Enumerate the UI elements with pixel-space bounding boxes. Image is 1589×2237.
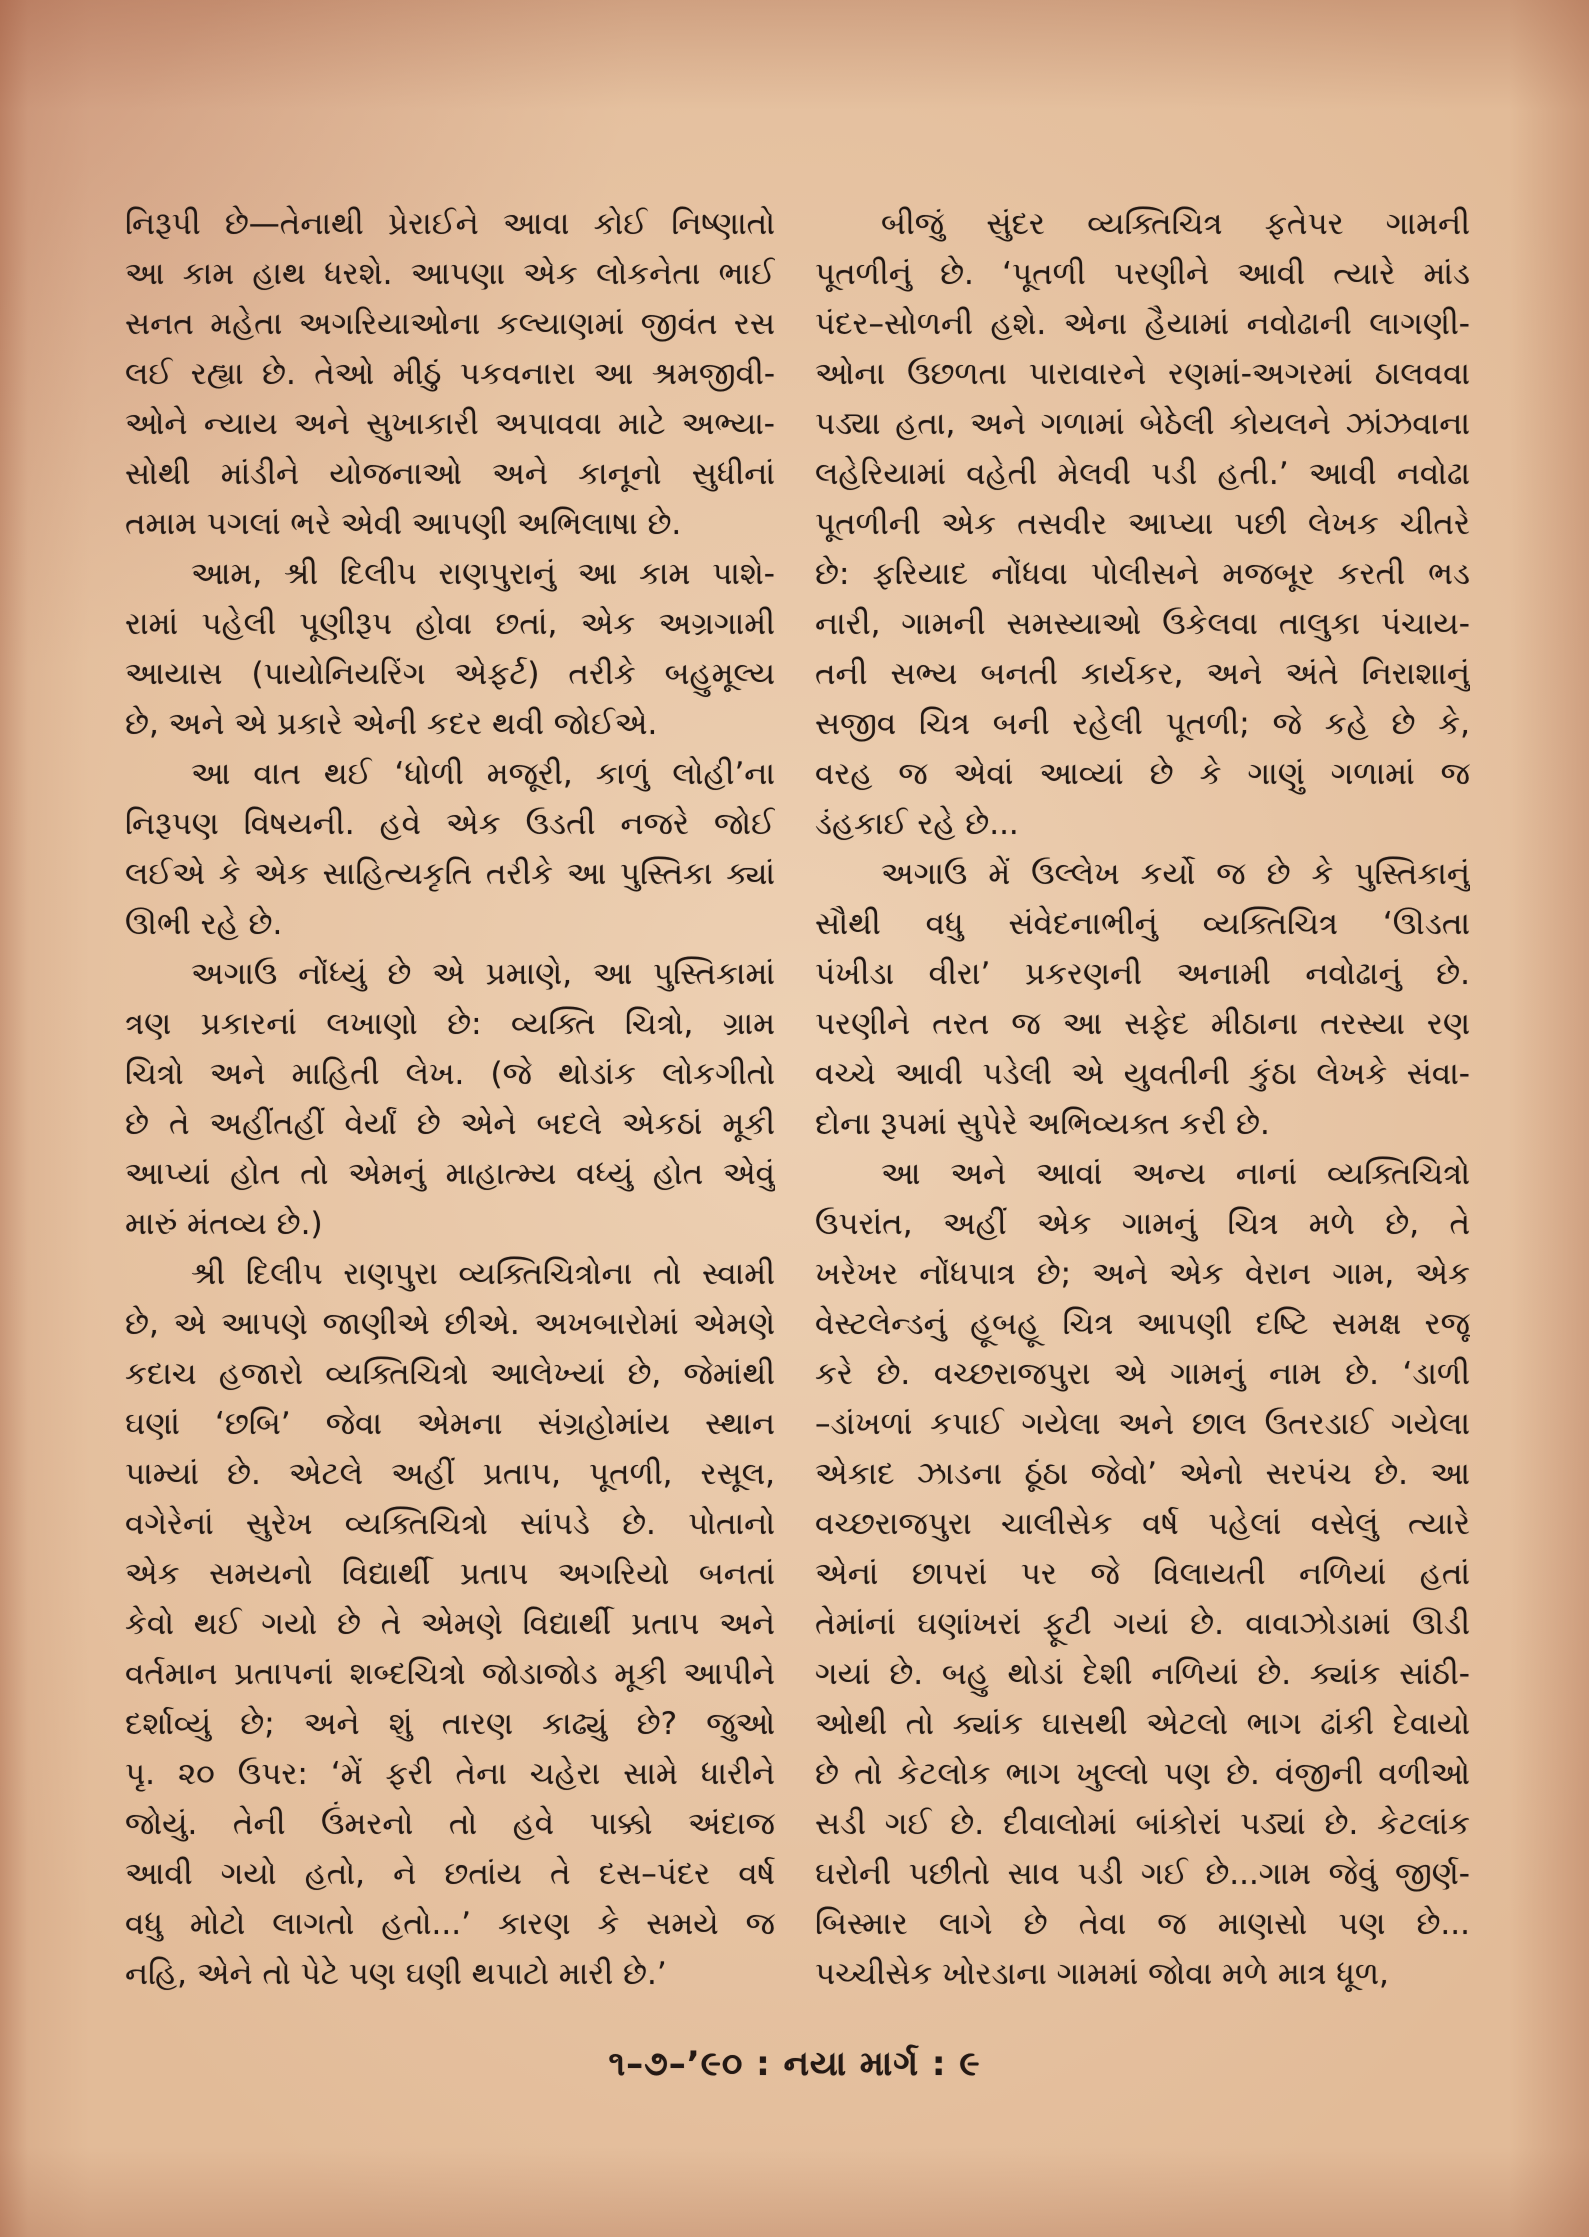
text-line: દોના રૂપમાં સુપેરે અભિવ્યક્ત કરી છે. <box>815 1106 1270 1142</box>
text-line: સોથી માંડીને યોજનાઓ અને કાનૂનો સુધીનાં <box>125 456 775 492</box>
text-line: નહિ, એને તો પેટે પણ ઘણી થપાટો મારી છે.’ <box>125 1956 667 1992</box>
text-line: આ કામ હાથ ધરશે. આપણા એક લોકનેતા ભાઈ <box>125 256 775 292</box>
text-line: એક સમયનો વિદ્યાર્થી પ્રતાપ અગરિયો બનતાં <box>125 1556 775 1592</box>
text-line: નારી, ગામની સમસ્યાઓ ઉકેલવા તાલુકા પંચાય- <box>815 606 1470 642</box>
text-line: સૌથી વધુ સંવેદનાભીનું વ્યક્તિચિત્ર ‘ઊડતા <box>815 906 1470 942</box>
text-line: વચ્ચે આવી પડેલી એ યુવતીની કુંઠા લેખકે સંવા- <box>815 1056 1470 1092</box>
text-line: સડી ગઈ છે. દીવાલોમાં બાંકોરાં પડ્યાં છે. કેટલાંક <box>815 1806 1470 1842</box>
text-line: લઈ રહ્યા છે. તેઓ મીઠું પકવનારા આ શ્રમજીવી- <box>125 356 775 392</box>
text-line: ડંહકાઈ રહે છે... <box>815 806 1019 842</box>
paragraph <box>815 849 1470 1149</box>
text-line: કેવો થઈ ગયો છે તે એમણે વિદ્યાર્થી પ્રતાપ અને <box>125 1606 775 1642</box>
text-line: શ્રી દિલીપ રાણપુરા વ્યક્તિચિત્રોના તો સ્વામી <box>191 1256 775 1292</box>
text-line: તની સભ્ય બનતી કાર્યકર, અને અંતે નિરાશાનું <box>815 656 1470 692</box>
text-line: જોયું. તેની ઉંમરનો તો હવે પાક્કો અંદાજ <box>125 1806 775 1842</box>
text-line: નિરૂપણ વિષયની. હવે એક ઉડતી નજરે જોઈ <box>125 806 775 842</box>
text-line: અગાઉ મેં ઉલ્લેખ કર્યો જ છે કે પુસ્તિકાનું <box>881 856 1470 892</box>
text-line: પૂતળીનું છે. ‘પૂતળી પરણીને આવી ત્યારે માંડ <box>815 256 1470 292</box>
text-line: વચ્છરાજપુરા ચાલીસેક વર્ષ પહેલાં વસેલું ત્યારે <box>815 1506 1470 1542</box>
text-line: પૂતળીની એક તસવીર આપ્યા પછી લેખક ચીતરે <box>815 506 1470 542</box>
text-line: વેસ્ટલેન્ડનું હૂબહૂ ચિત્ર આપણી દષ્ટિ સમક્ષ રજૂ <box>815 1306 1470 1342</box>
text-line: આયાસ (પાયોનિયરિંગ એફર્ટ) તરીકે બહુમૂલ્ય <box>125 656 775 692</box>
text-line: ઘણાં ‘છબિ’ જેવા એમના સંગ્રહોમાંય સ્થાન <box>125 1406 775 1442</box>
text-line: પામ્યાં છે. એટલે અહીં પ્રતાપ, પૂતળી, રસૂલ, <box>125 1456 775 1492</box>
text-line: રામાં પહેલી પૂણીરૂપ હોવા છતાં, એક અગ્રગામી <box>125 606 775 642</box>
text-line: બીજું સુંદર વ્યક્તિચિત્ર ફતેપર ગામની <box>881 206 1470 242</box>
page-footer: ૧–૭–’૯૦ : નયા માર્ગ : ૯ <box>608 2044 981 2084</box>
text-line: એકાદ ઝાડના ઠૂંઠા જેવો’ એનો સરપંચ છે. આ <box>815 1456 1470 1492</box>
text-line: ઘરોની પછીતો સાવ પડી ગઈ છે...ગામ જેવું જીર્ણ- <box>815 1856 1470 1892</box>
text-line: છે તે અહીંતહીં વેર્યાં છે એને બદલે એકઠાં મૂકી <box>125 1106 775 1142</box>
text-line: વગેરેનાં સુરેખ વ્યક્તિચિત્રો સાંપડે છે. પોતાનો <box>125 1506 775 1542</box>
text-line: પડ્યા હતા, અને ગળામાં બેઠેલી કોયલને ઝાંઝવાના <box>815 406 1470 442</box>
text-line: દર્શાવ્યું છે; અને શું તારણ કાઢ્યું છે? જુઓ <box>125 1706 775 1742</box>
text-line: ઓથી તો ક્યાંક ઘાસથી એટલો ભાગ ઢાંકી દેવાયો <box>815 1706 1470 1742</box>
text-line: આપ્યાં હોત તો એમનું માહાત્મ્ય વધ્યું હોત એવું <box>125 1156 775 1192</box>
text-line: વર્તમાન પ્રતાપનાં શબ્દચિત્રો જોડાજોડ મૂકી આપીને <box>125 1656 775 1692</box>
text-line: ઓના ઉછળતા પારાવારને રણમાં-અગરમાં ઠાલવવા <box>815 356 1470 392</box>
text-line: મારું મંતવ્ય છે.) <box>125 1206 323 1242</box>
text-line: ગયાં છે. બહુ થોડાં દેશી નળિયાં છે. ક્યાંક સાંઠી- <box>815 1656 1470 1692</box>
text-line: છે: ફરિયાદ નોંધવા પોલીસને મજબૂર કરતી ભડ <box>815 556 1470 592</box>
text-line: તમામ પગલાં ભરે એવી આપણી અભિલાષા છે. <box>125 506 682 542</box>
text-line: કરે છે. વચ્છરાજપુરા એ ગામનું નામ છે. ‘ડાળી <box>815 1356 1470 1392</box>
text-line: ઓને ન્યાય અને સુખાકારી અપાવવા માટે અભ્યા- <box>125 406 775 442</box>
text-line: સનત મહેતા અગરિયાઓના કલ્યાણમાં જીવંત રસ <box>125 306 775 342</box>
paragraph <box>125 199 775 549</box>
text-line: તેમાંનાં ઘણાંખરાં ફૂટી ગયાં છે. વાવાઝોડામાં ઊડી <box>815 1606 1470 1642</box>
text-line: છે તો કેટલોક ભાગ ખુલ્લો પણ છે. વંજીની વળીઓ <box>815 1756 1470 1792</box>
text-line: –ડાંખળાં કપાઈ ગયેલા અને છાલ ઉતરડાઈ ગયેલા <box>815 1406 1470 1442</box>
text-line: આ વાત થઈ ‘ધોળી મજૂરી, કાળું લોહી’ના <box>191 756 775 792</box>
text-line: છે, અને એ પ્રકારે એની કદર થવી જોઈએ. <box>125 706 658 742</box>
text-line: ત્રણ પ્રકારનાં લખાણો છે: વ્યક્તિ ચિત્રો, ગ્રામ <box>125 1006 775 1042</box>
text-line: લહેરિયામાં વહેતી મેલવી પડી હતી.’ આવી નવોઢા <box>815 456 1470 492</box>
paragraph <box>125 949 775 1249</box>
text-line: ચિત્રો અને માહિતી લેખ. (જે થોડાંક લોકગીતો <box>125 1056 775 1092</box>
text-line: કદાચ હજારો વ્યક્તિચિત્રો આલેખ્યાં છે, જેમાંથી <box>125 1356 775 1392</box>
text-line: પૃ. ૨૦ ઉપર: ‘મેં ફરી તેના ચહેરા સામે ધારીને <box>125 1756 775 1792</box>
text-line: પંખીડા વીરા’ પ્રકરણની અનામી નવોઢાનું છે. <box>815 956 1470 992</box>
paragraph <box>125 549 775 749</box>
text-line: છે, એ આપણે જાણીએ છીએ. અખબારોમાં એમણે <box>125 1306 775 1342</box>
paragraph <box>815 199 1470 849</box>
text-line: આમ, શ્રી દિલીપ રાણપુરાનું આ કામ પાશે- <box>191 556 775 592</box>
text-line: આ અને આવાં અન્ય નાનાં વ્યક્તિચિત્રો <box>881 1156 1470 1192</box>
text-line: નિરૂપી છે—તેનાથી પ્રેરાઈને આવા કોઈ નિષ્ણાતો <box>125 206 775 242</box>
text-line: અગાઉ નોંધ્યું છે એ પ્રમાણે, આ પુસ્તિકામાં <box>191 956 775 992</box>
left-column <box>125 199 775 1999</box>
text-line: ઊભી રહે છે. <box>125 906 283 942</box>
text-line: પરણીને તરત જ આ સફેદ મીઠાના તરસ્યા રણ <box>815 1006 1470 1042</box>
text-line: સજીવ ચિત્ર બની રહેલી પૂતળી; જે કહે છે કે, <box>815 706 1470 742</box>
text-line: વધુ મોટો લાગતો હતો...’ કારણ કે સમયે જ <box>125 1906 775 1942</box>
text-line: લઈએ કે એક સાહિત્યકૃતિ તરીકે આ પુસ્તિકા ક્યાં <box>125 856 775 892</box>
paragraph <box>125 1249 775 1999</box>
text-line: ઉપરાંત, અહીં એક ગામનું ચિત્ર મળે છે, તે <box>815 1206 1470 1242</box>
text-line: આવી ગયો હતો, ને છતાંય તે દસ–પંદર વર્ષ <box>125 1856 775 1892</box>
text-line: પંદર–સોળની હશે. એના હૈયામાં નવોઢાની લાગણી- <box>815 306 1470 342</box>
paragraph <box>125 749 775 949</box>
text-line: ખરેખર નોંધપાત્ર છે; અને એક વેરાન ગામ, એક <box>815 1256 1470 1292</box>
text-line: એનાં છાપરાં પર જે વિલાયતી નળિયાં હતાં <box>815 1556 1470 1592</box>
paragraph <box>815 1149 1470 1999</box>
right-column <box>815 199 1470 1999</box>
text-line: પચ્ચીસેક ખોરડાના ગામમાં જોવા મળે માત્ર ધૂળ, <box>815 1956 1389 1992</box>
text-line: વરહ જ એવાં આવ્યાં છે કે ગાણું ગળામાં જ <box>815 756 1470 792</box>
text-line: બિસ્માર લાગે છે તેવા જ માણસો પણ છે... <box>815 1906 1470 1942</box>
